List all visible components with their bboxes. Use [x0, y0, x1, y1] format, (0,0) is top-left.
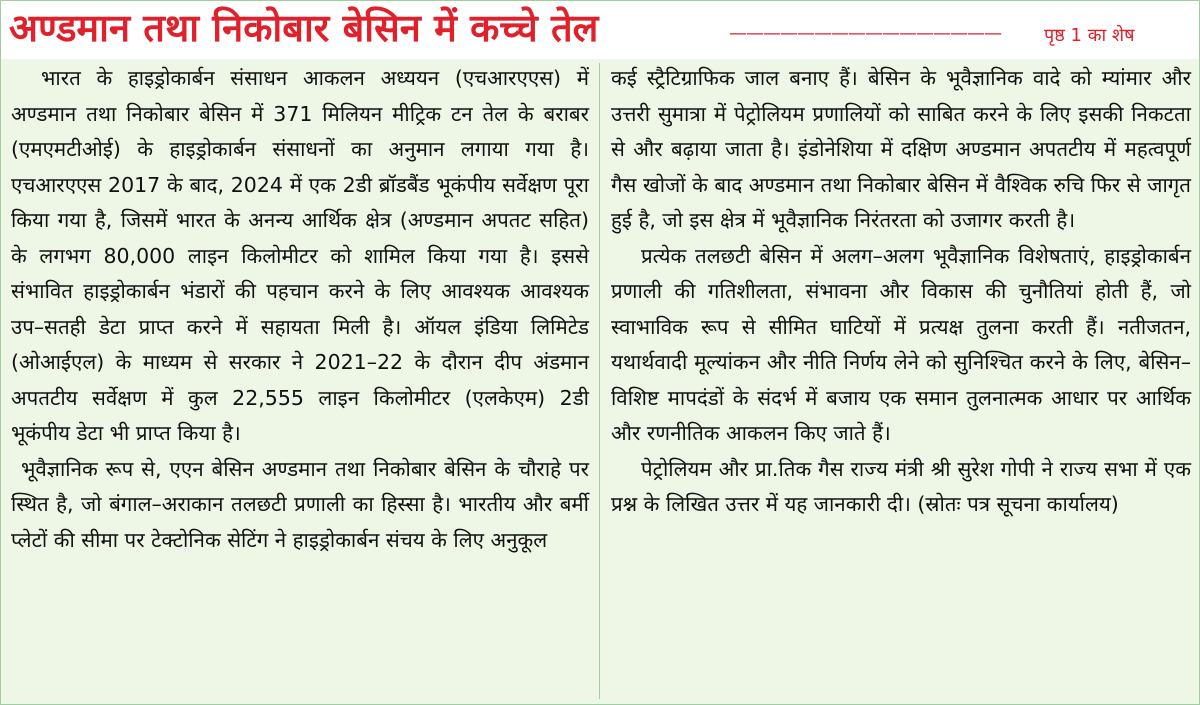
headline-dash-rule: ———————————————— [729, 23, 1001, 44]
paragraph-basin-characteristics: प्रत्येक तलछटी बेसिन में अलग–अलग भूवैज्ञानिक विशेषताएं, हाइड्रोकार्बन प्रणाली की गतिशीलता, संभावना और विकास की चुनौतियां होती हैं, जो स्वाभाविक रूप से सीमित घाटियों में प्रत्यक्ष तुलना करती हैं। नतीजतन, यथार्थवादी मूल्यांकन और नीति निर्णय लेने को सुनिश्चित करने के लिए, बेसिन–विशिष्ट मापदंडों के संदर्भ में बजाय एक समान तुलनात्मक आधार पर आर्थिक और रणनीतिक आकलन किए जाते हैं। [611, 243, 1191, 445]
paragraph-source-note: पेट्रोलियम और प्रा.तिक गैस राज्य मंत्री श्री सुरेश गोपी ने राज्य सभा में एक प्रश्न के लिखित उत्तर में यह जानकारी दी। (स्रोतः पत्र सूचना कार्यालय) [611, 456, 1191, 516]
article-column-left [11, 61, 589, 701]
paragraph-geology: भूवैज्ञानिक रूप से, एएन बेसिन अण्डमान तथा निकोबार बेसिन के चौराहे पर स्थित है, जो बंगाल–अराकान तलछटी प्रणाली का हिस्सा है। भारतीय और बर्मी प्लेटों की सीमा पर टेक्टोनिक सेटिंग ने हाइड्रोकार्बन संचय के लिए अनुकूल [11, 456, 589, 552]
continued-from-label: पृष्ठ 1 का शेष [1044, 25, 1135, 46]
paragraph-hras: भारत के हाइड्रोकार्बन संसाधन आकलन अध्ययन (एचआरएएस) में अण्डमान तथा निकोबार बेसिन में 371 मिलियन मीट्रिक टन तेल के बराबर (एमएमटीओई) के हाइड्रोकार्बन संसाधनों का अनुमान लगाया गया है। एचआरएएस 2017 के बाद, 2024 में एक 2डी ब्रॉडबैंड भूकंपीय सर्वेक्षण पूरा किया गया है, जिसमें भारत के अनन्य आर्थिक क्षेत्र (अण्डमान अपतट सहित) के लगभग 80,000 लाइन किलोमीटर को शामिल किया गया है। इससे संभावित हाइड्रोकार्बन भंडारों की पहचान करने के लिए आवश्यक आवश्यक उप–सतही डेटा प्राप्त करने में सहायता मिली है। ऑयल इंडिया लिमिटेड (ओआईएल) के माध्यम से सरकार ने 2021–22 के दौरान दीप अंडमान अपतटीय सर्वेक्षण में कुल 22,555 लाइन किलोमीटर (एलकेएम) 2डी भूकंपीय डेटा भी प्राप्त किया है। [11, 66, 589, 445]
paragraph-geology-continued: कई स्ट्रैटिग्राफिक जाल बनाए हैं। बेसिन के भूवैज्ञानिक वादे को म्यांमार और उत्तरी सुमात्रा में पेट्रोलियम प्रणालियों को साबित करने के लिए इसकी निकटता से और बढ़ाया जाता है। इंडोनेशिया में दक्षिण अण्डमान अपतटीय में महत्वपूर्ण गैस खोजों के बाद अण्डमान तथा निकोबार बेसिन में वैश्विक रुचि फिर से जागृत हुई है, जो इस क्षेत्र में भूवैज्ञानिक निरंतरता को उजागर करती है। [611, 66, 1191, 232]
headline: अण्डमान तथा निकोबार बेसिन में कच्चे तेल [9, 6, 599, 50]
column-divider [599, 63, 600, 699]
header-band [1, 1, 1199, 59]
article-column-right [611, 61, 1191, 701]
